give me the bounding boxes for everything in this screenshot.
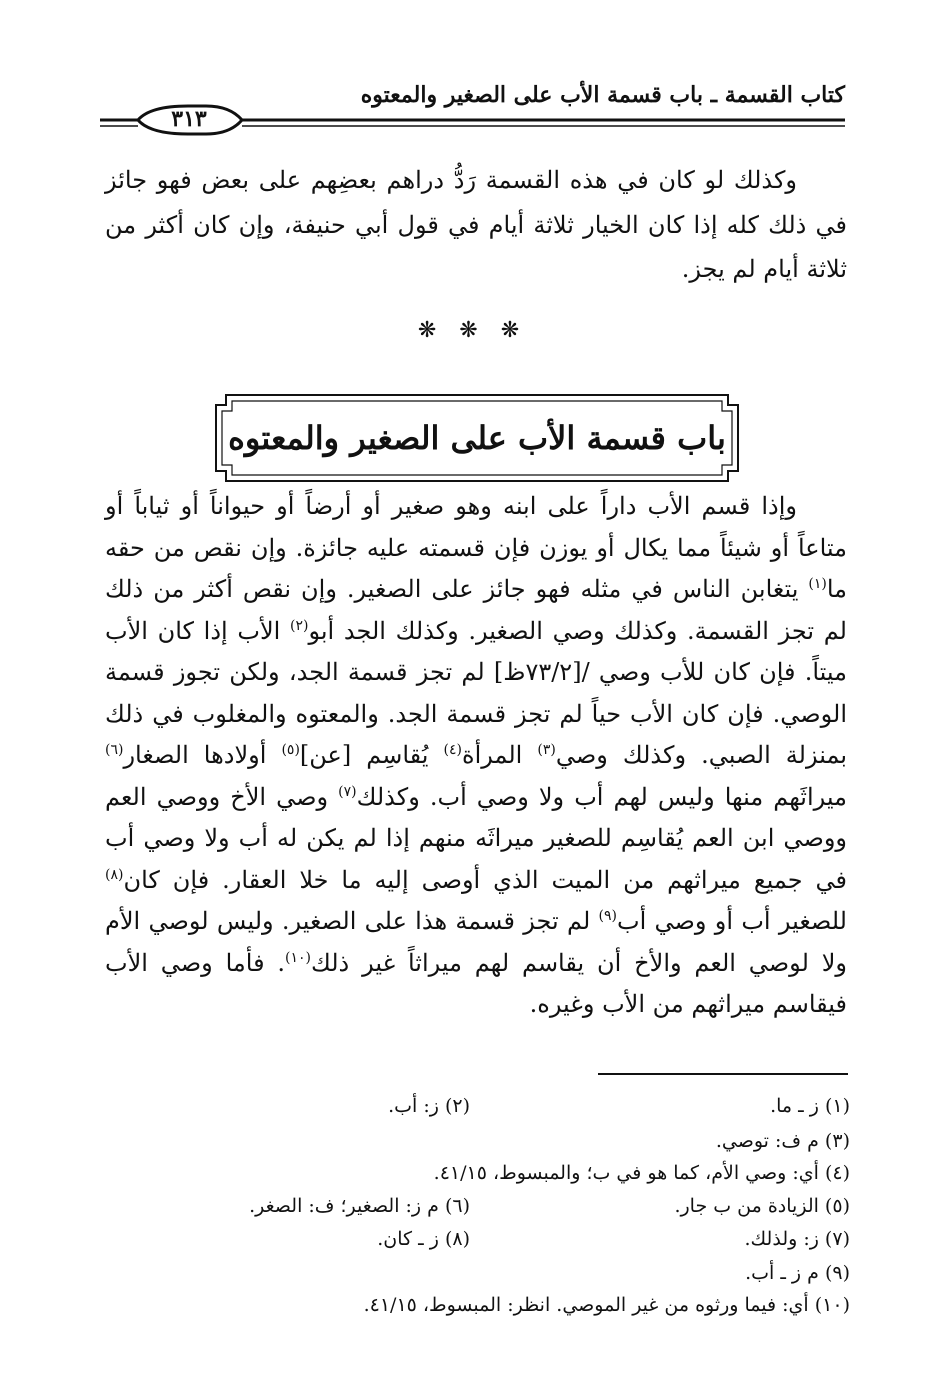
footnote-5: (٥) الزيادة من ب جار. (674, 1195, 850, 1217)
text-segment: . فأما وصي الأب فيقاسم ميراثهم من الأب وغيره. (105, 948, 847, 1018)
footnote-ref: (٦) (105, 742, 124, 758)
footnote-ref: (١٠) (285, 949, 312, 966)
section-separator: ❋ ❋ ❋ (417, 318, 528, 343)
footnote-1: (١) ز ـ ما. (770, 1095, 850, 1117)
footnote-ref: (٧) (338, 783, 357, 800)
footnote-ref: (٣) (537, 742, 556, 758)
footnote-6: (٦) م ز: الصغير؛ ف: الصغر. (249, 1195, 470, 1217)
text-segment: المرأة (462, 741, 538, 769)
footnote-ref: (٥) (281, 742, 300, 758)
footnote-7: (٧) ز: ولذلك. (744, 1228, 850, 1250)
footnote-ref: (١) (808, 576, 827, 592)
footnote-8: (٨) ز ـ كان. (377, 1228, 470, 1250)
running-header: كتاب القسمة ـ باب قسمة الأب على الصغير والمعتوه (360, 82, 845, 108)
text-segment: أولادها الصغار (123, 741, 282, 769)
text-segment: الأب إذا كان الأب ميتاً. فإن كان للأب وصي /[٧٣/٢ظ] لم تجز قسمة الجد، ولكن تجوز قسمة الوصي. فإن كان الأب حياً لم تجز قسمة الجد. والمعتوه والمغلوب في ذلك بمنزلة الصبي. وكذلك وصي (105, 616, 847, 769)
text-segment: يُقاسِم [عن] (299, 741, 444, 769)
footnote-4: (٤) أي: وصي الأم، كما هو في ب؛ والمبسوط، ٤١/١٥. (433, 1162, 850, 1184)
footnote-2: (٢) ز: أب. (388, 1095, 470, 1117)
text-segment: ميراثَهم منها وليس لهم أب ولا وصي أب. وكذلك (356, 782, 847, 811)
footnote-ref: (٨) (105, 866, 124, 883)
text-segment: وإذا قسم الأب داراً على ابنه وهو صغير أو أرضاً أو حيواناً أو ثياباً أو متاعاً أو شيئاً مما يكال أو يوزن فإن قسمته عليه جائزة. وإن نقص من حقه ما (105, 492, 847, 603)
text-segment: للصغير أب أو وصي أب (617, 907, 847, 935)
footnote-3: (٣) م ف: توصي. (715, 1130, 850, 1152)
footnote-ref: (٤) (443, 742, 462, 758)
footnote-ref: (٢) (289, 617, 309, 634)
footnote-ref: (٩) (598, 908, 617, 924)
text-segment: وصي الأخ ووصي العم ووصي ابن العم يُقاسِم للصغير ميراثَه منهم إذا لم يكن له أب ولا وصي أب في جميع ميراثهم من الميت الذي أوصى إليه ما خلا العقار. فإن كان (105, 782, 847, 894)
paragraph-1-text: وكذلك لو كان في هذه القسمة رَدُّ دراهم بعضِهم على بعض فهو جائز في ذلك كله إذا كان الخيار ثلاثة أيام في قول أبي حنيفة، وإن كان أكثر من ثلاثة أيام لم يجز. (105, 166, 847, 283)
footnote-9: (٩) م ز ـ أب. (745, 1262, 850, 1284)
footnote-10: (١٠) أي: فيما ورثوه من غير الموصي. انظر: المبسوط، ٤١/١٥. (363, 1294, 850, 1316)
text-segment: يتغابن الناس في مثله فهو جائز على الصغير. وإن نقص أكثر من ذلك لم تجز القسمة. وكذلك وصي الصغير. وكذلك الجد أبو (105, 575, 847, 645)
chapter-title: باب قسمة الأب على الصغير والمعتوه (228, 419, 726, 457)
text-segment: لم تجز قسمة هذا على الصغير. وليس لوصي الأم ولا لوصي العم والأخ أن يقاسم لهم ميراثاً غير ذلك (105, 907, 848, 977)
page-number: ٣١٣ (171, 106, 207, 132)
